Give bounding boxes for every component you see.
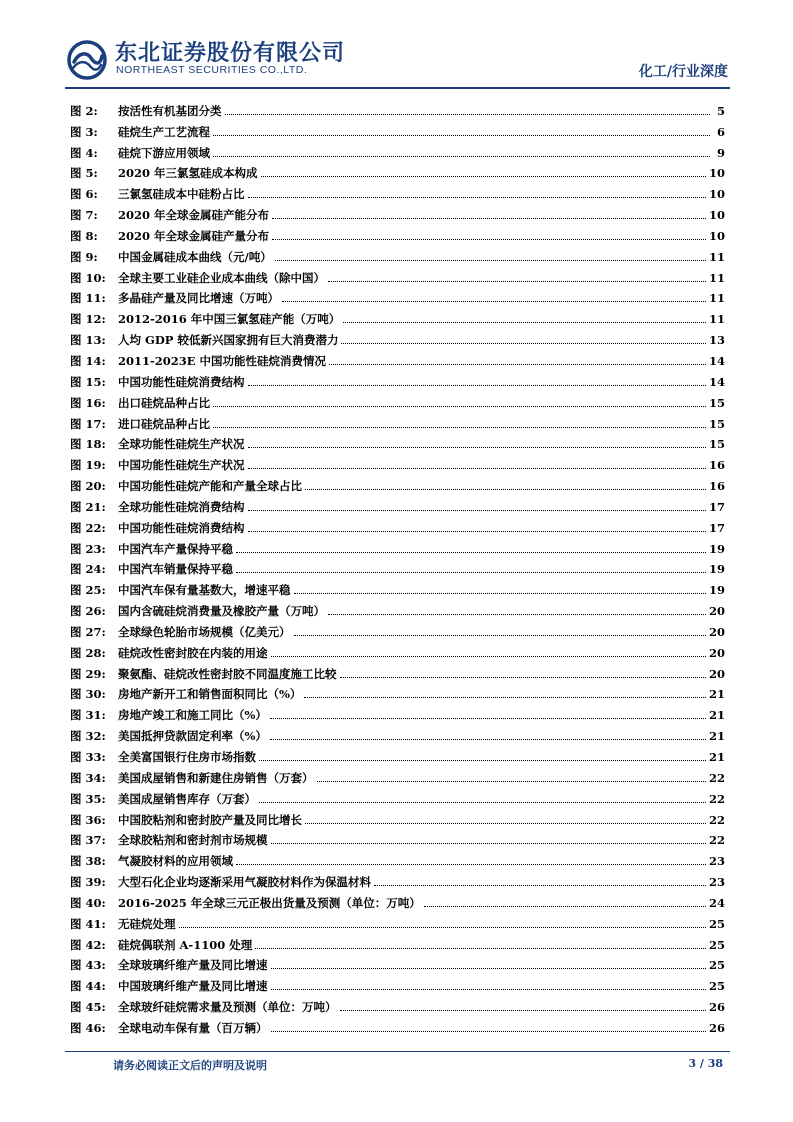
toc-entry[interactable] (70, 743, 725, 764)
dot-leader (271, 1031, 706, 1032)
figure-label: 图 35: (70, 791, 106, 806)
toc-entry[interactable] (70, 451, 725, 472)
report-type-label: 化工/行业深度 (638, 64, 728, 80)
figure-title: 全球功能性硅烷生产状况 (118, 437, 245, 452)
page-number: 10 (708, 166, 725, 181)
figure-title: 中国金属硅成本曲线（元/吨） (118, 249, 272, 264)
toc-entry[interactable] (70, 597, 725, 618)
figure-label: 图 9: (70, 249, 98, 264)
dot-leader (341, 343, 706, 344)
dot-leader (282, 301, 706, 302)
page-number: 14 (708, 374, 725, 389)
figure-title: 聚氨酯、硅烷改性密封胶不同温度施工比较 (118, 666, 337, 681)
figure-label: 图 34: (70, 770, 106, 785)
figure-label: 图 14: (70, 353, 106, 368)
dot-leader (261, 176, 706, 177)
figure-title: 2016-2025 年全球三元正极出货量及预测（单位：万吨） (118, 895, 421, 910)
toc-entry[interactable] (70, 681, 725, 702)
figure-title: 2011-2023E 中国功能性硅烷消费情况 (118, 353, 327, 368)
toc-entry[interactable] (70, 493, 725, 514)
toc-entry[interactable] (70, 264, 725, 285)
toc-entry[interactable] (70, 472, 725, 493)
toc-entry[interactable] (70, 1014, 725, 1035)
figure-title: 全球电动车保有量（百万辆） (118, 1020, 268, 1035)
figure-title: 2020 年全球金属硅产量分布 (118, 228, 270, 243)
page-number: 24 (708, 895, 725, 910)
page-number: 21 (708, 750, 725, 764)
toc-entry[interactable] (70, 910, 725, 931)
dot-leader (275, 260, 706, 261)
figure-label: 图 25: (70, 583, 106, 598)
dot-leader (304, 697, 706, 698)
figure-label: 图 22: (70, 520, 106, 535)
page-number: 11 (708, 270, 725, 285)
figure-label: 图 44: (70, 979, 106, 994)
figure-label: 图 41: (70, 916, 106, 931)
figure-label: 图 40: (70, 895, 106, 910)
figure-title: 美国抵押贷款固定利率（%） (118, 729, 267, 744)
figure-label: 图 27: (70, 624, 106, 639)
toc-entry[interactable] (70, 764, 725, 785)
figure-label: 图 32: (70, 729, 106, 744)
page-indicator: 3 / 38 (688, 1057, 723, 1070)
figure-label: 图 7: (70, 208, 98, 223)
page-number: 26 (708, 1020, 725, 1035)
dot-leader (248, 385, 706, 386)
page-number: 20 (708, 666, 725, 681)
page-number: 25 (708, 958, 725, 973)
figure-label: 图 28: (70, 645, 106, 660)
dot-leader (259, 760, 706, 761)
figure-label: 图 17: (70, 416, 106, 431)
footer-divider (65, 1051, 730, 1052)
page-number: 6 (716, 124, 725, 139)
toc-entry[interactable] (70, 97, 725, 118)
figure-label: 图 5: (70, 166, 98, 181)
disclaimer-note: 请务必阅读正文后的声明及说明 (113, 1059, 267, 1072)
toc-entry[interactable] (70, 514, 725, 535)
dot-leader (294, 635, 706, 636)
dot-leader (236, 864, 706, 865)
page-number: 16 (708, 458, 725, 473)
page-number: 11 (708, 249, 725, 264)
dot-leader (328, 281, 706, 282)
page-number: 26 (708, 1000, 725, 1015)
dot-leader (271, 656, 706, 657)
figure-label: 图 3: (70, 124, 98, 139)
figure-title: 全美富国银行住房市场指数 (118, 750, 256, 764)
toc-entry[interactable] (70, 118, 725, 139)
dot-leader (236, 572, 706, 573)
page-number: 9 (716, 145, 725, 160)
page-number: 22 (708, 791, 725, 806)
figure-title: 美国成屋销售库存（万套） (118, 791, 256, 806)
page-number: 10 (708, 187, 725, 202)
figure-label: 图 6: (70, 187, 98, 202)
figure-title: 中国功能性硅烷产能和产量全球占比 (118, 479, 302, 494)
figure-title: 中国胶粘剂和密封胶产量及同比增长 (118, 812, 302, 827)
figure-title: 硅烷改性密封胶在内装的用途 (118, 645, 268, 660)
figure-title: 美国成屋销售和新建住房销售（万套） (118, 770, 314, 785)
dot-leader (271, 843, 706, 844)
figure-title: 全球主要工业硅企业成本曲线（除中国） (118, 270, 325, 285)
toc-entry[interactable] (70, 535, 725, 556)
page-number: 10 (708, 208, 725, 223)
figure-title: 中国功能性硅烷生产状况 (118, 458, 245, 473)
figure-label: 图 8: (70, 228, 98, 243)
toc-entry[interactable] (70, 305, 725, 326)
figure-title: 中国汽车保有量基数大，增速平稳 (118, 583, 291, 598)
toc-entry[interactable] (70, 847, 725, 868)
toc-entry[interactable] (70, 139, 725, 160)
figure-label: 图 31: (70, 708, 106, 723)
toc-entry[interactable] (70, 326, 725, 347)
toc-entry[interactable] (70, 160, 725, 181)
figure-title: 房地产新开工和销售面积同比（%） (118, 687, 302, 702)
figure-label: 图 26: (70, 604, 106, 619)
figure-label: 图 43: (70, 958, 106, 973)
dot-leader (294, 593, 706, 594)
figure-title: 硅烷生产工艺流程 (118, 124, 210, 139)
page-number: 15 (708, 416, 725, 431)
dot-leader (255, 948, 706, 949)
dot-leader (213, 406, 706, 407)
company-logo-icon (67, 40, 107, 80)
dot-leader (248, 510, 706, 511)
figure-title: 2020 年全球金属硅产能分布 (118, 208, 270, 223)
page-number: 22 (708, 833, 725, 848)
dot-leader (272, 239, 706, 240)
figure-label: 图 38: (70, 854, 106, 869)
figure-label: 图 15: (70, 374, 106, 389)
dot-leader (248, 197, 706, 198)
dot-leader (340, 677, 706, 678)
page-number: 13 (708, 333, 725, 348)
page-number: 25 (708, 916, 725, 931)
figure-title: 无硅烷处理 (118, 916, 176, 931)
figure-title: 硅烷下游应用领域 (118, 145, 210, 160)
figure-label: 图 18: (70, 437, 106, 452)
figure-label: 图 12: (70, 312, 106, 327)
toc-entry[interactable] (70, 201, 725, 222)
dot-leader (270, 739, 706, 740)
page-number: 11 (708, 291, 725, 306)
page-number: 23 (708, 875, 725, 890)
figure-title: 三氯氢硅成本中硅粉占比 (118, 187, 245, 202)
figure-title: 全球玻璃纤维产量及同比增速 (118, 958, 268, 973)
figure-title: 进口硅烷品种占比 (118, 416, 210, 431)
dot-leader (328, 614, 706, 615)
page-number: 20 (708, 645, 725, 660)
toc-entry[interactable] (70, 660, 725, 681)
toc-entry[interactable] (70, 722, 725, 743)
toc-entry[interactable] (70, 889, 725, 910)
figure-title: 多晶硅产量及同比增速（万吨） (118, 291, 279, 306)
figure-title: 中国汽车销量保持平稳 (118, 562, 233, 577)
dot-leader (317, 781, 706, 782)
dot-leader (248, 531, 706, 532)
figure-label: 图 20: (70, 479, 106, 494)
figure-title: 房地产竣工和施工同比（%） (118, 708, 267, 723)
toc-entry[interactable] (70, 222, 725, 243)
dot-leader (213, 156, 710, 157)
dot-leader (213, 135, 710, 136)
figure-title: 2020 年三氯氢硅成本构成 (118, 166, 258, 181)
figure-title: 气凝胶材料的应用领域 (118, 854, 233, 869)
page-number: 15 (708, 437, 725, 452)
figure-index-list (70, 97, 725, 1035)
figure-title: 全球胶粘剂和密封剂市场规模 (118, 833, 268, 848)
figure-title: 中国功能性硅烷消费结构 (118, 374, 245, 389)
company-name-cn: 东北证券股份有限公司 (115, 41, 346, 66)
page-number: 19 (708, 562, 725, 577)
dot-leader (213, 427, 706, 428)
figure-label: 图 21: (70, 499, 106, 514)
dot-leader (340, 1010, 706, 1011)
figure-title: 中国功能性硅烷消费结构 (118, 520, 245, 535)
figure-title: 全球玻纤硅烷需求量及预测（单位：万吨） (118, 1000, 337, 1015)
figure-label: 图 36: (70, 812, 106, 827)
page-number: 21 (708, 687, 725, 702)
figure-label: 图 11: (70, 291, 106, 306)
figure-label: 图 10: (70, 270, 106, 285)
page-number: 22 (708, 770, 725, 785)
figure-label: 图 46: (70, 1020, 106, 1035)
page-number: 20 (708, 624, 725, 639)
page-number: 5 (716, 103, 725, 118)
figure-label: 图 13: (70, 333, 106, 348)
page-number: 17 (708, 499, 725, 514)
company-name-en: NORTHEAST SECURITIES CO.,LTD. (116, 64, 308, 76)
toc-entry[interactable] (70, 618, 725, 639)
figure-label: 图 23: (70, 541, 106, 556)
page-number: 21 (708, 708, 725, 723)
page-number: 17 (708, 520, 725, 535)
figure-title: 全球绿色轮胎市场规模（亿美元） (118, 624, 291, 639)
dot-leader (259, 802, 706, 803)
toc-entry[interactable] (70, 993, 725, 1014)
figure-title: 出口硅烷品种占比 (118, 395, 210, 410)
figure-label: 图 2: (70, 103, 98, 118)
figure-label: 图 45: (70, 1000, 106, 1015)
page-number: 25 (708, 979, 725, 994)
page-number: 19 (708, 541, 725, 556)
page-header (65, 30, 730, 86)
toc-entry[interactable] (70, 180, 725, 201)
figure-label: 图 42: (70, 937, 106, 952)
toc-entry[interactable] (70, 556, 725, 577)
toc-entry[interactable] (70, 639, 725, 660)
toc-entry[interactable] (70, 347, 725, 368)
figure-title: 按活性有机基团分类 (118, 103, 222, 118)
figure-title: 人均 GDP 较低新兴国家拥有巨大消费潜力 (118, 333, 339, 348)
figure-label: 图 39: (70, 875, 106, 890)
figure-label: 图 30: (70, 687, 106, 702)
dot-leader (248, 447, 706, 448)
figure-title: 全球功能性硅烷消费结构 (118, 499, 245, 514)
figure-label: 图 4: (70, 145, 98, 160)
figure-label: 图 37: (70, 833, 106, 848)
toc-entry[interactable] (70, 972, 725, 993)
figure-label: 图 16: (70, 395, 106, 410)
dot-leader (305, 489, 706, 490)
dot-leader (225, 114, 711, 115)
dot-leader (305, 823, 706, 824)
figure-title: 中国玻璃纤维产量及同比增速 (118, 979, 268, 994)
page-number: 15 (708, 395, 725, 410)
page-number: 23 (708, 854, 725, 869)
dot-leader (272, 218, 706, 219)
page-number: 10 (708, 228, 725, 243)
figure-label: 图 29: (70, 666, 106, 681)
toc-entry[interactable] (70, 785, 725, 806)
page-number: 14 (708, 353, 725, 368)
dot-leader (236, 552, 706, 553)
toc-entry[interactable] (70, 368, 725, 389)
figure-title: 硅烷偶联剂 A-1100 处理 (118, 937, 253, 952)
toc-entry[interactable] (70, 410, 725, 431)
dot-leader (424, 906, 706, 907)
dot-leader (343, 322, 706, 323)
figure-title: 大型石化企业均逐渐采用气凝胶材料作为保温材料 (118, 875, 371, 890)
figure-label: 图 33: (70, 750, 106, 764)
page-number: 19 (708, 583, 725, 598)
figure-title: 国内含硫硅烷消费量及橡胶产量（万吨） (118, 604, 325, 619)
dot-leader (271, 989, 706, 990)
toc-entry[interactable] (70, 285, 725, 306)
toc-entry[interactable] (70, 868, 725, 889)
toc-entry[interactable] (70, 431, 725, 452)
figure-title: 中国汽车产量保持平稳 (118, 541, 233, 556)
toc-entry[interactable] (70, 806, 725, 827)
toc-entry[interactable] (70, 931, 725, 952)
page-number: 16 (708, 479, 725, 494)
toc-entry[interactable] (70, 576, 725, 597)
figure-label: 图 24: (70, 562, 106, 577)
header-divider (65, 87, 730, 89)
toc-entry[interactable] (70, 389, 725, 410)
page-number: 25 (708, 937, 725, 952)
page-number: 11 (708, 312, 725, 327)
page-number: 21 (708, 729, 725, 744)
figure-label: 图 19: (70, 458, 106, 473)
dot-leader (271, 968, 706, 969)
toc-entry[interactable] (70, 952, 725, 973)
dot-leader (248, 468, 706, 469)
figure-title: 2012-2016 年中国三氯氢硅产能（万吨） (118, 312, 341, 327)
toc-entry[interactable] (70, 827, 725, 848)
dot-leader (270, 718, 706, 719)
dot-leader (179, 927, 706, 928)
toc-entry[interactable] (70, 243, 725, 264)
toc-entry[interactable] (70, 701, 725, 722)
page-number: 22 (708, 812, 725, 827)
dot-leader (329, 364, 706, 365)
page-number: 20 (708, 604, 725, 619)
dot-leader (374, 885, 706, 886)
